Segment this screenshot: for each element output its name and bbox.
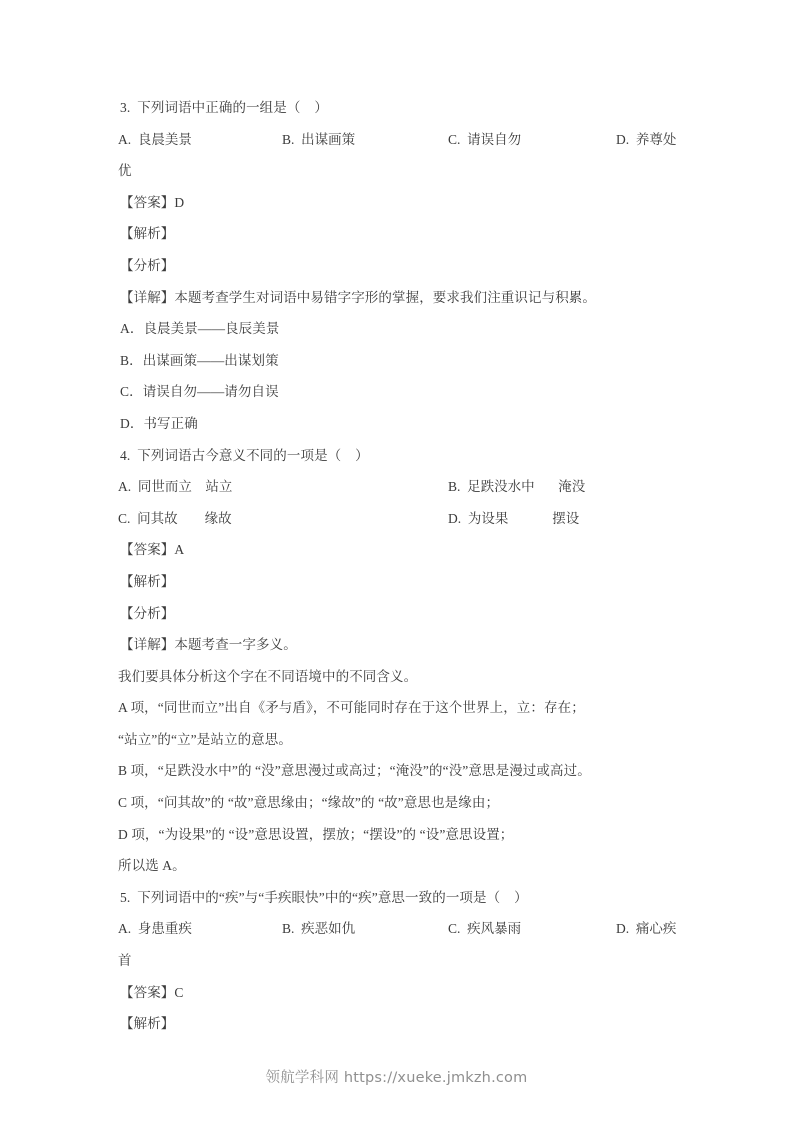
question-3-explain: 【解析】 xyxy=(120,226,175,242)
question-4-option-c[interactable]: C. 问其故 缘故 xyxy=(118,510,232,526)
question-3-detail: 【详解】本题考查学生对词语中易错字字形的掌握，要求我们注重识记与积累。 xyxy=(120,289,596,305)
question-5-answer: 【答案】C xyxy=(120,984,184,1000)
question-4-options-row-2 xyxy=(118,503,678,535)
question-3-detail-item: B．出谋画策——出谋划策 xyxy=(120,352,279,368)
question-3-stem: 3. 下列词语中正确的一组是（ ） xyxy=(120,100,328,115)
question-3-option-a[interactable]: A. 良晨美景 xyxy=(118,131,192,147)
question-4-analysis: 【分析】 xyxy=(120,605,175,621)
question-5-option-b[interactable]: B. 疾恶如仇 xyxy=(282,921,356,937)
question-4-stem: 4. 下列词语古今意义不同的一项是（ ） xyxy=(120,447,369,463)
question-4-option-d[interactable]: D. 为设果 摆设 xyxy=(448,510,580,526)
question-3-option-b[interactable]: B. 出谋画策 xyxy=(282,131,356,147)
question-3-option-d[interactable]: D. 养尊处 xyxy=(616,131,677,147)
question-4-detail-item: B 项，“足跌没水中”的 “没”意思漫过或高过；“淹没”的“没”意思是漫过或高过。 xyxy=(118,763,591,779)
question-4-detail-item: 所以选 A。 xyxy=(118,858,186,874)
question-4-explain: 【解析】 xyxy=(120,573,175,589)
site-watermark: 领航学科网 https://xueke.jmkzh.com xyxy=(265,1070,528,1086)
question-3-option-c[interactable]: C. 请误自勿 xyxy=(448,131,522,147)
question-3-detail-item: D．书写正确 xyxy=(120,415,198,431)
question-4-option-a[interactable]: A. 同世而立 站立 xyxy=(118,479,233,495)
question-3-option-d-wrap: 优 xyxy=(118,163,132,179)
question-4-detail-item: D 项，“为设果”的 “设”意思设置，摆放；“摆设”的 “设”意思设置； xyxy=(118,826,514,842)
question-4-detail-item: 我们要具体分析这个字在不同语境中的不同含义。 xyxy=(118,668,418,684)
question-5-options xyxy=(118,913,678,945)
question-5-option-c[interactable]: C. 疾风暴雨 xyxy=(448,921,522,937)
question-4-answer: 【答案】A xyxy=(120,542,185,558)
document-body xyxy=(118,92,678,1040)
question-4-detail-item: C 项，“问其故”的 “故”意思缘由；“缘故”的 “故”意思也是缘由； xyxy=(118,795,500,811)
question-5-option-a[interactable]: A. 身患重疾 xyxy=(118,921,192,937)
question-3-answer: 【答案】D xyxy=(120,194,185,210)
question-4-options-row-1 xyxy=(118,471,678,503)
question-5-option-d-wrap: 首 xyxy=(118,953,132,969)
question-4-detail-item: “站立”的“立”是站立的意思。 xyxy=(118,731,292,747)
question-3-analysis: 【分析】 xyxy=(120,257,175,273)
question-3-detail-item: C．请误自勿——请勿自误 xyxy=(120,384,279,400)
question-5-stem: 5. 下列词语中的“疾”与“手疾眼快”中的“疾”意思一致的一项是（ ） xyxy=(120,889,528,905)
question-4-detail: 【详解】本题考查一字多义。 xyxy=(120,637,297,653)
question-3-options xyxy=(118,124,678,156)
question-3-detail-item: A．良晨美景——良辰美景 xyxy=(120,321,280,337)
question-4-option-b[interactable]: B. 足跌没水中 淹没 xyxy=(448,479,586,495)
question-5-option-d[interactable]: D. 痛心疾 xyxy=(616,921,677,937)
question-4-detail-item: A 项，“同世而立”出自《矛与盾》，不可能同时存在于这个世界上，立：存在； xyxy=(118,700,585,716)
question-5-explain: 【解析】 xyxy=(120,1016,175,1032)
